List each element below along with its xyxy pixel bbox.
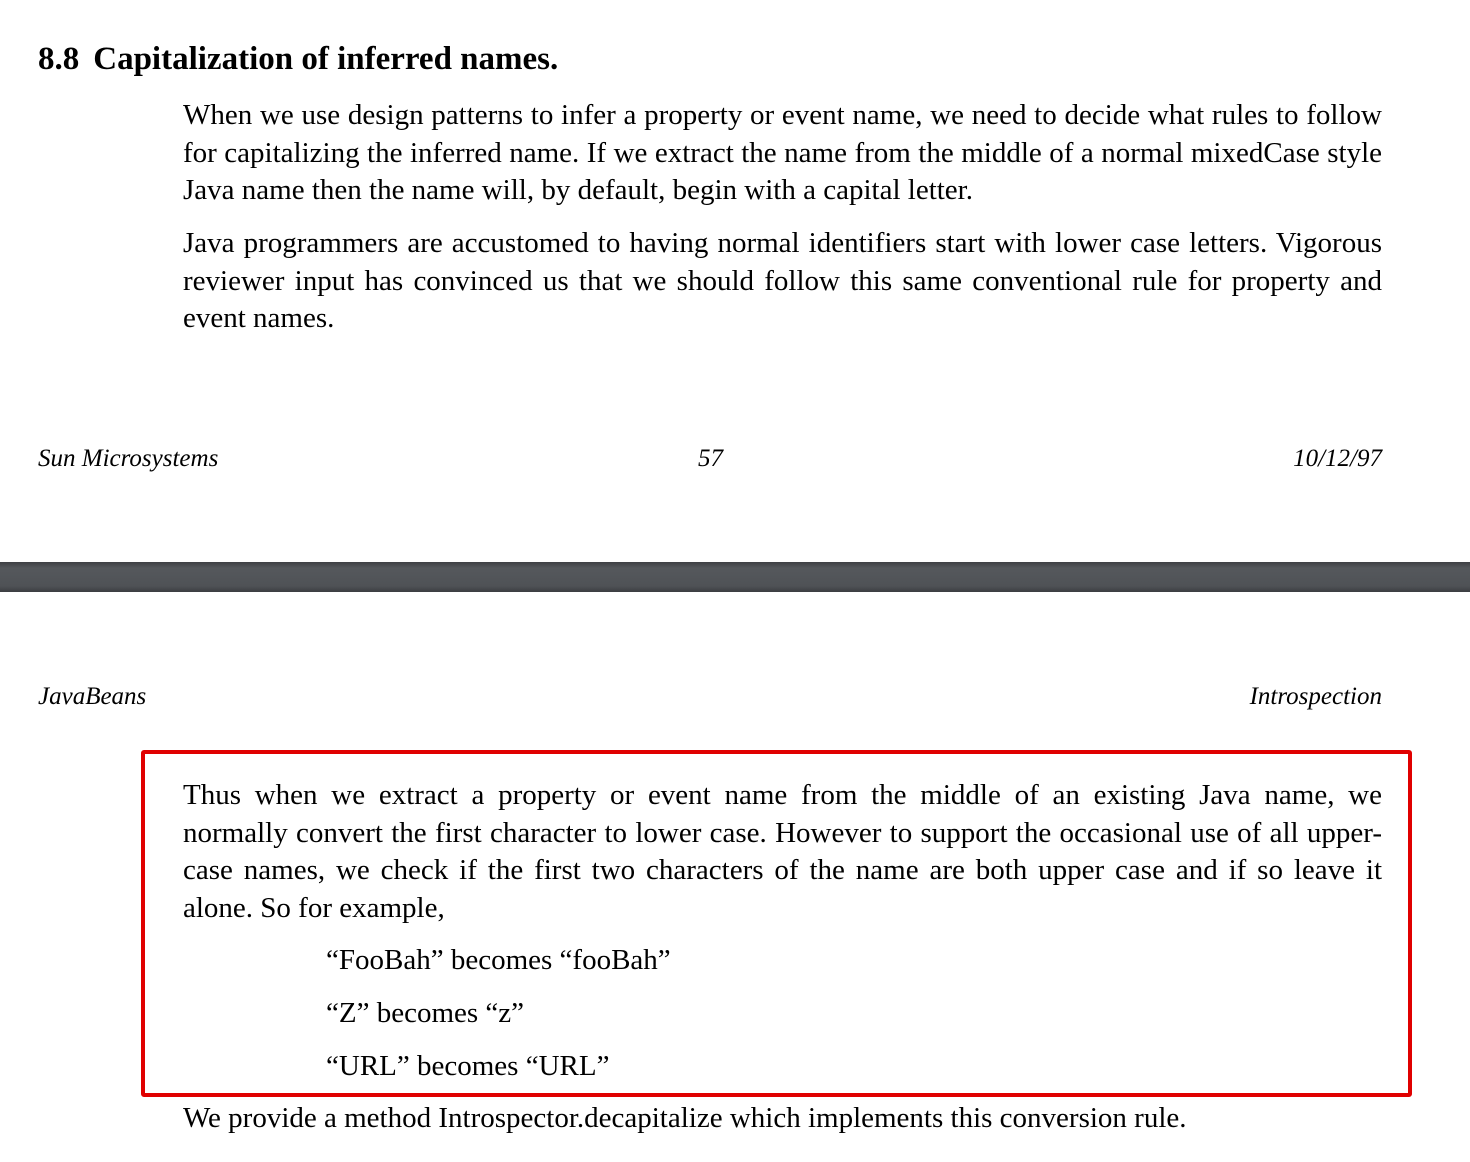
footer-date: 10/12/97 [1293, 445, 1382, 472]
section-heading [38, 38, 558, 80]
paragraph-extract-name: Thus when we extract a property or event name from the middle of an existing Java name, we normally convert the first character to lower case. However to support the occasional use of all upper-case names, we check if the first two characters of the name are both upper case and if so leave it alone. So for example, [183, 779, 1382, 924]
document-page-58 [0, 592, 1470, 1162]
section-number: 8.8 [38, 41, 80, 77]
section-title: Capitalization of inferred names. [93, 41, 559, 77]
document-page-57 [0, 0, 1470, 562]
paragraph-java-programmers: Java programmers are accustomed to having normal identifiers start with lower case letters. Vigorous reviewer input has convinced us that we should follow this same conventional rule for property and event names. [183, 227, 1382, 334]
header-chapter-title: Introspection [1249, 683, 1382, 710]
example-url: “URL” becomes “URL” [326, 1050, 610, 1082]
paragraph-design-patterns: When we use design patterns to infer a property or event name, we need to decide what rules to follow for capitalizing the inferred name. If we extract the name from the middle of a normal mixedCase style Java name then the name will, by default, begin with a capital letter. [183, 99, 1382, 206]
page-separator [0, 562, 1470, 592]
example-z: “Z” becomes “z” [326, 997, 525, 1029]
footer-page-number: 57 [698, 445, 723, 472]
header-book-title: JavaBeans [38, 683, 147, 710]
example-foobah: “FooBah” becomes “fooBah” [326, 944, 671, 976]
paragraph-decapitalize: We provide a method Introspector.decapitalize which implements this conversion rule. [183, 1102, 1187, 1134]
footer-company: Sun Microsystems [38, 445, 219, 472]
